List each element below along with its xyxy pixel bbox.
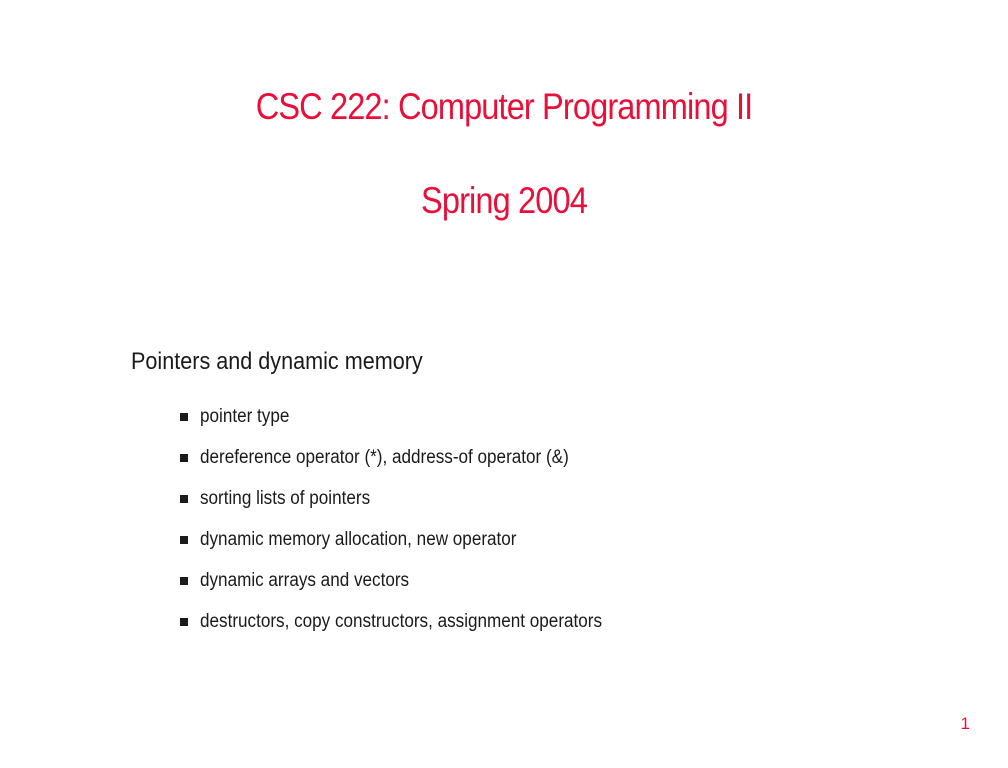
bullet-item	[180, 396, 647, 437]
section-heading: Pointers and dynamic memory	[131, 348, 423, 375]
bullet-text: dereference operator (*), address-of operator (&)	[200, 446, 569, 468]
square-bullet-icon	[180, 536, 188, 544]
square-bullet-icon	[180, 454, 188, 462]
page-number: 1	[960, 714, 970, 733]
slide-subtitle: Spring 2004	[421, 180, 587, 221]
square-bullet-icon	[180, 495, 188, 503]
bullet-text: dynamic memory allocation, new operator	[200, 528, 517, 550]
bullet-text: pointer type	[200, 405, 290, 427]
bullet-item	[180, 601, 647, 642]
bullet-list	[180, 396, 647, 642]
bullet-item	[180, 478, 647, 519]
bullet-item	[180, 437, 647, 478]
bullet-text: dynamic arrays and vectors	[200, 569, 410, 591]
bullet-item	[180, 519, 647, 560]
slide-title: CSC 222: Computer Programming II	[255, 86, 753, 127]
bullet-text: sorting lists of pointers	[200, 487, 371, 509]
bullet-item	[180, 560, 647, 601]
square-bullet-icon	[180, 577, 188, 585]
square-bullet-icon	[180, 413, 188, 421]
square-bullet-icon	[180, 618, 188, 626]
bullet-text: destructors, copy constructors, assignment operators	[200, 610, 603, 632]
